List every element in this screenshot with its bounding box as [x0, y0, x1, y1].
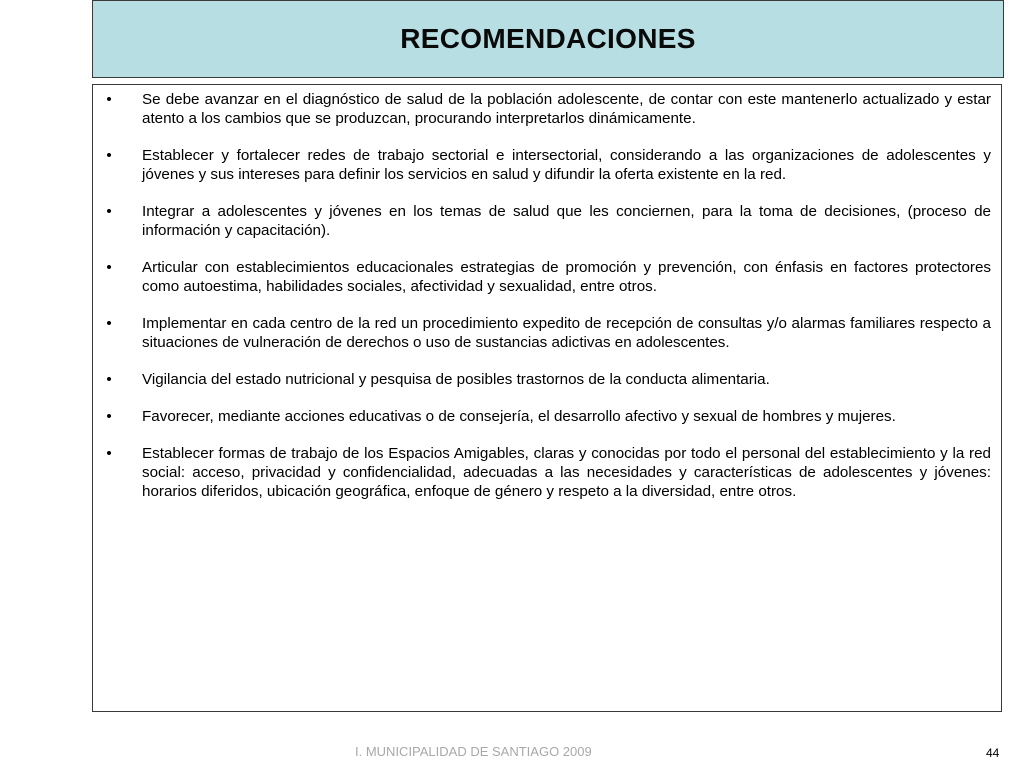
list-item	[93, 146, 991, 184]
recommendations-list	[93, 90, 991, 501]
list-item	[93, 444, 991, 501]
bullet-icon: •	[106, 408, 112, 425]
bullet-icon: •	[106, 445, 112, 462]
list-item	[93, 90, 991, 128]
bullet-icon: •	[106, 147, 112, 164]
title-banner	[92, 0, 1004, 78]
list-item	[93, 370, 991, 389]
list-item-text: Establecer y fortalecer redes de trabajo sectorial e intersectorial, considerando a las organizaciones de adolescentes y jóvenes y sus intereses para definir los servicios en salud y difundir la oferta existente en la red.	[142, 147, 991, 183]
list-item-text: Integrar a adolescentes y jóvenes en los temas de salud que les conciernen, para la toma de decisiones, (proceso de información y capacitación).	[142, 203, 991, 239]
list-item-text: Vigilancia del estado nutricional y pesquisa de posibles trastornos de la conducta alimentaria.	[142, 371, 770, 388]
bullet-icon: •	[106, 371, 112, 388]
footer-text: I. MUNICIPALIDAD DE SANTIAGO 2009	[355, 744, 592, 759]
list-item	[93, 314, 991, 352]
page-number: 44	[986, 746, 1000, 760]
list-item-text: Se debe avanzar en el diagnóstico de salud de la población adolescente, de contar con este mantenerlo actualizado y estar atento a los cambios que se produzcan, procurando interpretarlos dinámicamente.	[142, 91, 991, 127]
slide-title: RECOMENDACIONES	[400, 23, 696, 54]
list-item-text: Favorecer, mediante acciones educativas o de consejería, el desarrollo afectivo y sexual de hombres y mujeres.	[142, 408, 896, 425]
list-item	[93, 258, 991, 296]
bullet-icon: •	[106, 203, 112, 220]
list-item-text: Implementar en cada centro de la red un procedimiento expedito de recepción de consultas y/o alarmas familiares respecto a situaciones de vulneración de derechos o uso de sustancias adictivas en adolescentes.	[142, 315, 991, 351]
content-panel	[92, 84, 1002, 712]
list-item-text: Articular con establecimientos educacionales estrategias de promoción y prevención, con énfasis en factores protectores como autoestima, habilidades sociales, afectividad y sexualidad, entre otros.	[142, 259, 991, 295]
bullet-icon: •	[106, 315, 112, 332]
list-item	[93, 407, 991, 426]
list-item-text: Establecer formas de trabajo de los Espacios Amigables, claras y conocidas por todo el personal del establecimiento y la red social: acceso, privacidad y confidencialidad, adecuadas a las necesidades y características de adolescentes y jóvenes: horarios diferidos, ubicación geográfica, enfoque de género y respeto a la diversidad, entre otros.	[142, 445, 991, 500]
bullet-icon: •	[106, 259, 112, 276]
bullet-icon: •	[106, 91, 112, 108]
list-item	[93, 202, 991, 240]
